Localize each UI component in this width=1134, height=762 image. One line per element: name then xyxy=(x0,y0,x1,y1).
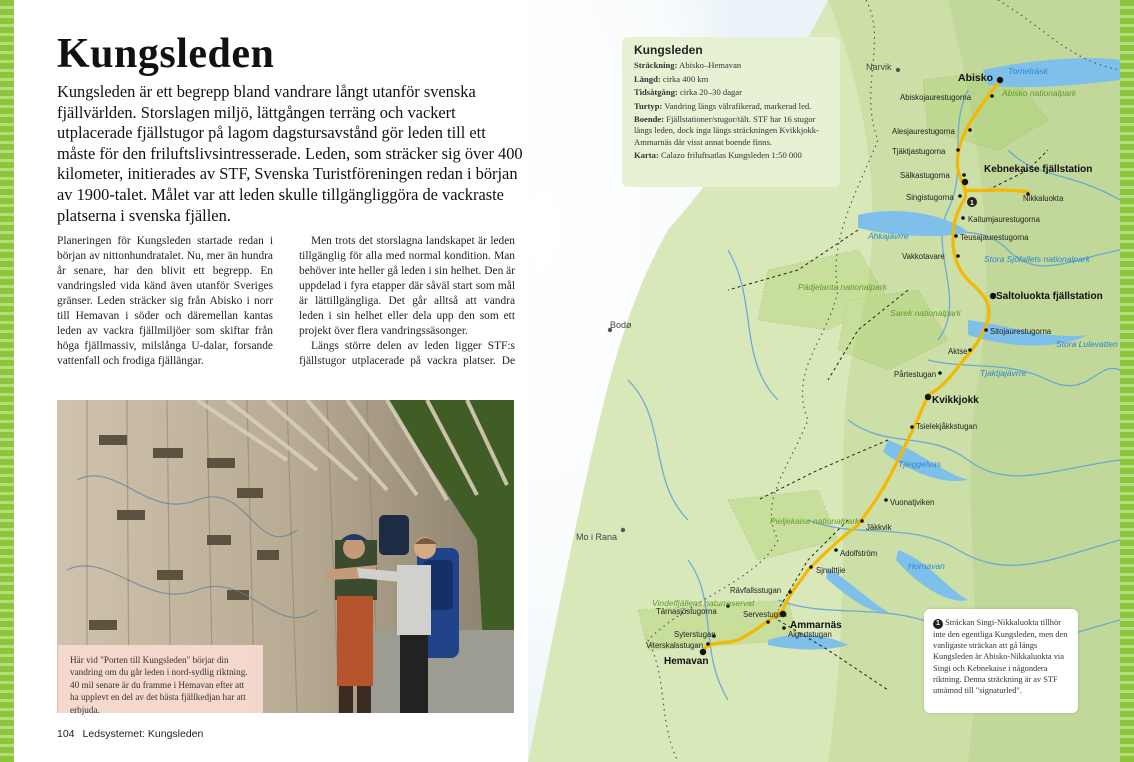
info-row: Längd: cirka 400 km xyxy=(634,73,709,84)
map-note xyxy=(924,609,1078,713)
hut-label: Sälkastugorna xyxy=(900,171,950,180)
trail-info-box xyxy=(622,37,840,187)
water-label: Áhkajávrre xyxy=(868,231,909,241)
hut-label: Singistugorna xyxy=(906,193,954,202)
info-row: Karta: Calazo friluftsatlas Kungsleden 1:50 000 xyxy=(634,150,802,161)
hut-label: Alesjaurestugorna xyxy=(892,127,955,136)
hut-label: Nikkaluokta xyxy=(1023,194,1064,203)
body-paragraph-2: Men trots det storslagna landskapet är leden tillgänglig för alla med normal kondition. Man behöver inte heller gå leden i sin helhet. Den är uppdelad i fyra etapper där såväl start som mål är lättillgängliga. Det går alltså att vandra leden i sin helhet eller dela upp den som ett projekt över flera vandringssäsonger. xyxy=(299,235,515,337)
hut-label: Tärnasjöstugorna xyxy=(656,607,717,616)
hut-label: Tsielekjåkkstugan xyxy=(916,422,978,431)
hut-label: Teusajaurestugorna xyxy=(960,233,1029,242)
hut-label: Jäkkvik xyxy=(866,523,892,532)
water-label: Tjieggelvas xyxy=(898,459,941,469)
water-label: Stora Sjöfallets nationalpark xyxy=(984,254,1090,264)
body-paragraph-3: Längs större delen av leden ligger STF:s fjällstugor utplacerade på vackra platser. De xyxy=(299,340,515,367)
hut-label: Sitojaurestugorna xyxy=(990,327,1052,336)
water-label: Tjaktjajávrre xyxy=(980,368,1027,378)
park-label: Vindelfjällens naturreservat xyxy=(652,598,755,608)
station-label: Abisko xyxy=(958,72,994,84)
info-row: Sträckning: Abisko–Hemavan xyxy=(634,60,742,71)
body-columns xyxy=(57,234,515,376)
hut-label: Syterstugan xyxy=(674,630,716,639)
place-label: Bodø xyxy=(610,320,632,330)
water-label: Stora Lulevatten xyxy=(1056,339,1118,349)
page-edge-left xyxy=(0,0,14,762)
page-number: 104 xyxy=(57,728,75,740)
hut-label: Aktse xyxy=(948,347,968,356)
park-label: Abisko nationalpark xyxy=(1002,88,1077,98)
section-title: Ledsystemet: Kungsleden xyxy=(82,728,204,740)
station-label: Kvikkjokk xyxy=(932,395,979,406)
info-heading: Kungsleden xyxy=(634,43,703,57)
hut-label: Servestugan xyxy=(743,610,787,619)
body-paragraph-1: Planeringen för Kungsleden startade redan i början av nittonhundratalet. Nu, mer än hundra år senare, har den blivit ett begrepp. En vandringsled vida känd även utanför Sveriges gränser. Leden sträcker sig från Abisko i norr till Hemavan i söder och däremellan kantas leden av vackra fjällmiljöer som skiftar från höga fjällmassiv, milslånga U-dalar, forsande vattenfall och frodiga fjällängar. xyxy=(57,235,273,367)
hut-label: Viterskalsstugan xyxy=(646,641,704,650)
hut-label: Vuonatjviken xyxy=(890,498,935,507)
hut-label: Abiskojaurestugorna xyxy=(900,93,972,102)
hut-label: Adolfström xyxy=(840,549,878,558)
hut-label: Kaitumjaurestugorna xyxy=(968,215,1040,224)
park-label: Pádjelanta nationalpark xyxy=(798,282,887,292)
hut-label: Tjäktjastugorna xyxy=(892,147,946,156)
hut-label: Vakkotavare xyxy=(902,252,945,261)
note-number-badge: 1 xyxy=(933,619,943,629)
station-label: Hemavan xyxy=(664,656,709,667)
station-label: Kebnekaise fjällstation xyxy=(984,164,1093,175)
info-row: Boende: Fjällstationer/stugor/tält. STF har 16 stugor längs leden, dock inga längs sträckningen Kvikkjokk-Ammarnäs där visst annat boende finns. xyxy=(634,114,819,147)
hut-label: Rävfallsstugan xyxy=(730,586,782,595)
intro-paragraph: Kungsleden är ett begrepp bland vandrare långt utanför svenska fjällvärlden. Storslagen miljö, lättgången terräng och vackert utplacerade fjällstugor på lagom dagstursavstånd gör leden till ett måste för den friluftslivsintresserade. Leden, som sträcker sig över 400 kilometer, initierades av STF, Svenska Turistföreningen redan i början av 1900-talet. Målet var att leden skulle tillgängliggöra de vackraste platserna i svenska fjällen. xyxy=(57,82,523,225)
water-label: Torneträsk xyxy=(1008,66,1048,76)
photo-caption: Här vid "Porten till Kungsleden" börjar din vandring om du går leden i nord-sydlig riktning. 40 mil senare är du framme i Hemavan efter att ha upplevt en del av det bästa fjällkedjan har att erbjuda. xyxy=(58,645,263,713)
station-label: Saltoluokta fjällstation xyxy=(996,291,1103,302)
place-label: Narvik xyxy=(866,62,892,72)
info-row: Tidsåtgång: cirka 20–30 dagar xyxy=(634,87,742,98)
svg-text:1: 1 xyxy=(970,200,974,207)
station-label: Ammarnäs xyxy=(790,620,842,631)
info-row: Turtyp: Vandring längs välrafikerad, markerad led. xyxy=(634,100,812,111)
note-text: Sträckan Singi-Nikkaluokta tillhör inte den egentliga Kungsleden, men den vanligaste sträckan att gå längs Kungsleden är Abisko-Nikkaluokta via Singi och Kebnekaise i någondera riktning. Denna sträckning är av STF utnämnd till "signaturled". xyxy=(933,618,1068,696)
page-title: Kungsleden xyxy=(57,31,275,77)
water-label: Hornavan xyxy=(908,561,945,571)
place-label: Mo i Rana xyxy=(576,532,618,542)
hut-label: Sjnulttjie xyxy=(816,566,846,575)
park-label: Sarek nationalpark xyxy=(890,308,961,318)
page-edge-right xyxy=(1120,0,1134,762)
park-label: Pieljekaise nationalpark xyxy=(770,516,860,526)
hut-label: Aigertstugan xyxy=(788,630,832,639)
page-footer xyxy=(57,728,203,740)
hut-label: Pårtestugan xyxy=(894,370,937,379)
